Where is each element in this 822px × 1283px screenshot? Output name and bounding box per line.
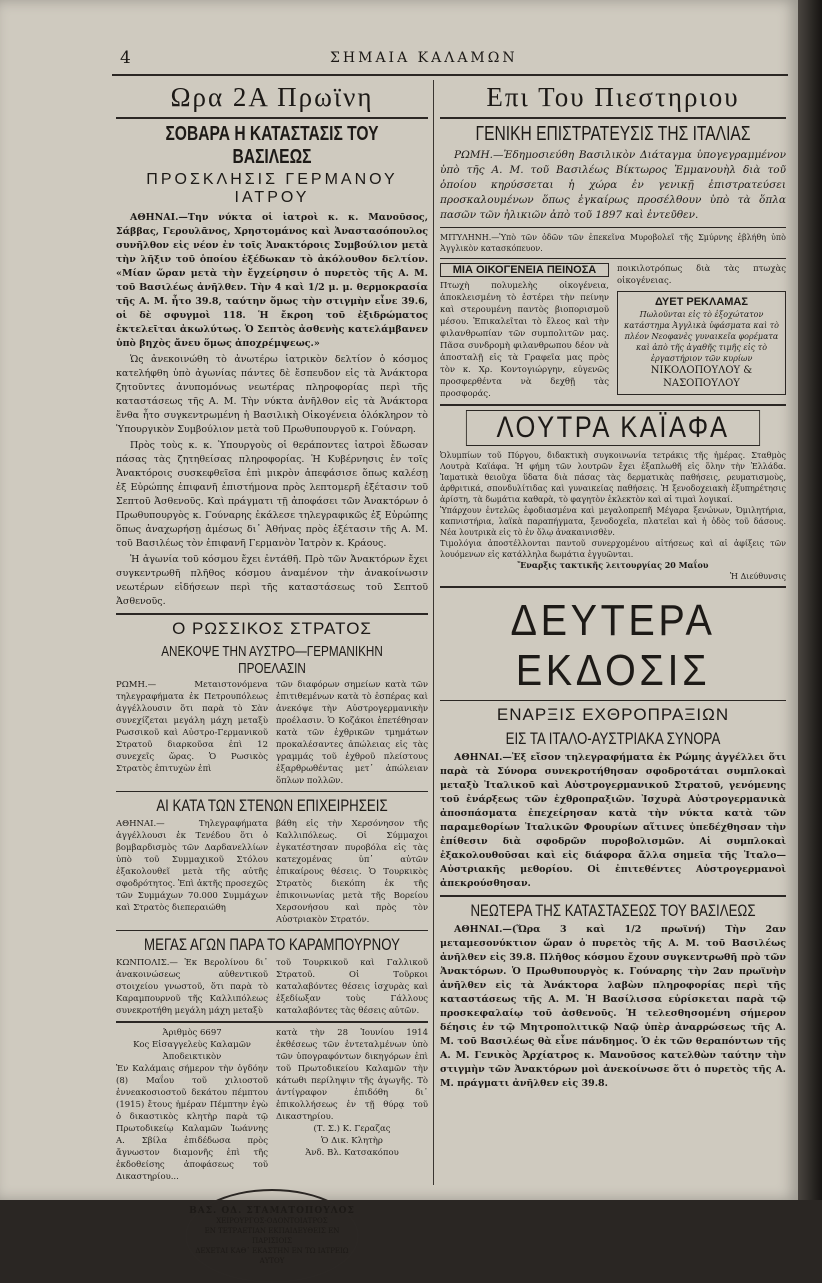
article2-col-b: τῶν διαφόρων σημείων κατὰ τῶν ἐπιτιθεμένων κατὰ τὸ ἑσπέρας καὶ ἀνεκόψε τὴν Αὐστρογερμανικὴν προέλασιν. Ὁ Κοζάκοι ἐπετέθησαν κατὰ τῶν ἐχθρικῶν τμημάτων προκαλέσαντες ἀπώλειας εἰς τὰς γραμμάς τοῦ ἐχθροῦ πλείστους ἐξαρθρωθέντας μετ᾽ ἀπώλειαν ὅπλων πολλῶν. [276, 680, 428, 786]
article4-col-a: ΚΩΝΠΟΛΙΣ.— Ἐκ Βερολίνου δι᾽ ἀνακοινώσεως αὐθεντικοῦ στοιχείου γνωστοῦ, ὅτι παρὰ τὸ Καραμπουρνοῦ τῆς Καλλιπόλεως συνεκροτήθη μεγάλη μάχη μεταξὺ [116, 958, 268, 1016]
family-and-ad [440, 263, 786, 400]
article3-col-b: βάθη εἰς τὴν Χερσόνησον τῆς Καλλιπόλεως. Οἱ Σύμμαχοι ἐγκατέστησαν πυροβόλα εἰς τὰς κατεχομένας ὑπ᾽ αὐτῶν ἐπικαίρους θέσεις. Ὁ Τουρκικὸς Στρατὸς διεκόπη ἐκ τῆς ἐπικοινωνίας μετὰ τῆς Βορείου Χερσονήσου καὶ πρὸς τὸν Αὐστριακὸν Στρατόν. [276, 819, 428, 925]
divider [440, 227, 786, 228]
ad-body: Πωλοῦνται εἰς τὸ ἐξοχώτατον κατάστημα Ἀγγλικὰ ὑφάσματα καὶ τὸ πλέον Νεοφανὲς γυναικεῖα φορέματα καὶ ἀπὸ τῆς ἀγαθῆς τιμῆς εἰς τὸ ἐργαστήριον τῶν κυρίων [624, 310, 779, 363]
divider [116, 613, 428, 615]
article1-subhead: ΠΡΟΣΚΛΗΣΙΣ ΓΕΡΜΑΝΟΥ ΙΑΤΡΟΥ [146, 171, 398, 206]
header-rule [112, 74, 788, 76]
king-update-headline: ΝΕΩΤΕΡΑ ΤΗΣ ΚΑΤΑΣΤΑΣΕΩΣ ΤΟΥ ΒΑΣΙΛΕΩΣ [470, 901, 756, 920]
article1-para: Πρὸς τοὺς κ. κ. Ὑπουργοὺς οἱ θεράποντες ἰατροὶ ἔδωσαν πάσας τὰς ζητηθείσας πληροφορίας. Ἡ Κυβέρνησις ἐν τοῖς Ἀνακτόροις συσκεφθεῖσα ἐπὶ μικρὸν ἀπεφάσισε ὅπως καλέσῃ ἐξ Εὐρώπης ἐπιφανῆ ἐπιστήμονα πρὸς λεπτομερῆ ἐξέτασιν τοῦ Σεπτοῦ Ἀσθενοῦς. Καὶ πράγματι τῇ ἀποφάσει τῶν Ἀνακτόρων ὁ Πρωθυπουργὸς κ. Γούναρης ἐκάλεσε τηλεγραφικῶς ἐξ Εὐρώπης ὅπως ἀναχωρήσῃ ἀμέσως δι᾽ Ἀθήνας πρὸς ἐξέτασιν τῆς Α. Μ. τοῦ Βασιλέως τὸν ἐπιφανῆ Γερμανὸν Ἰατρὸν κ. Κράους. [116, 440, 428, 549]
divider [440, 586, 786, 588]
notice-kind: Ἀποδεικτικὸν [162, 1052, 222, 1062]
stamp-line: ΔΕΧΕΤΑΙ ΚΑΘ᾽ ΕΚΑΣΤΗΝ ΕΝ ΤΩ ΙΑΤΡΕΙΩ ΑΥΤΟΥ [195, 1247, 349, 1265]
divider [116, 791, 428, 792]
page-number: 4 [120, 48, 131, 68]
right-column [440, 80, 786, 1093]
divider [116, 930, 428, 931]
mitylene-brief: ΜΙΤΥΛΗΝΗ.—Ὑπὸ τῶν ὁδῶν τῶν ἐπεκεῖνα Μυροβολεῖ τῆς Σμύρνης ἐβλήθη ὑπὸ Ἀγγλικὸν κατασκόπευον. [440, 233, 786, 253]
divider [116, 117, 428, 119]
article4-headline: ΜΕΓΑΣ ΑΓΩΝ ΠΑΡΑ ΤΟ ΚΑΡΑΜΠΟΥΡΝΟΥ [144, 935, 400, 954]
stamp-line: ΧΕΙΡΟΥΡΓΟΣ-ΟΔΟΝΤΟΙΑΤΡΟΣ [216, 1217, 328, 1225]
stamp-line: ΕΝ ΤΕΤΡΑΕΤΙΑΝ ΕΚΠΑΙΔΕΥΘΕΙΣ ΕΝ ΠΑΡΙΣΙΟΙΣ [204, 1227, 340, 1245]
article3-body [116, 818, 428, 926]
italy-body [440, 148, 786, 223]
family-article [440, 263, 609, 400]
loutra-opening: Ἔναρξις τακτικῆς λειτουργίας 20 Μαΐου [517, 560, 709, 570]
dentist-stamp [185, 1189, 359, 1283]
notice-number: Ἀριθμὸς 6697 [162, 1028, 222, 1038]
divider [440, 700, 786, 701]
notice-body-2: κατὰ τὴν 28 Ἰουνίου 1914 ἐκθέσεως τῶν ἐντεταλμένων ὑπὸ τῶν ὑπογραφόντων δικηγόρων ἐπὶ τοῦ Πρωτοδικείου Καλαμῶν τὴν κάτωθι περίληψιν τῆς ἀγωγῆς. Τὸ ἀντίγραφον ἐπιδόθη δι᾽ ἐπικολλήσεως ἐν τῇ θύρᾳ τοῦ Δικαστηρίου. [276, 1028, 428, 1122]
divider [440, 404, 786, 406]
loutra-body [440, 450, 786, 582]
loutra-management: Ἡ Διεύθυνσις [729, 572, 786, 581]
court-notice [116, 1027, 428, 1183]
article1-headline: ΣΟΒΑΡΑ Η ΚΑΤΑΣΤΑΣΙΣ ΤΟΥ ΒΑΣΙΛΕΩΣ [165, 123, 379, 168]
stamp-name: ΒΑΣ. ΟΔ. ΣΤΑΜΑΤΟΠΟΥΛΟΣ [189, 1206, 355, 1216]
family-headline: ΜΙΑ ΟΙΚΟΓΕΝΕΙΑ ΠΕΙΝΟΣΑ [440, 263, 609, 277]
divider [116, 1021, 428, 1023]
divider [440, 895, 786, 897]
loutra-headline: ΛΟΥΤΡΑ ΚΑΪΑΦΑ [466, 410, 760, 446]
article4-body [116, 957, 428, 1017]
king-update-para: ΑΘΗΝΑΙ.—(Ὥρα 3 καὶ 1/2 πρωϊνή) Τὴν 2αν μεταμεσονύκτιον ὥραν ὁ πυρετὸς τῆς Α. Μ. τοῦ Βασιλέως ἀνῆλθεν εἰς 39.8. Πλῆθος κόσμου ἔχουν συγκεντρωθῆ πρὸ τῶν Ἀνακτόρων. Ὁ Πρωθυπουργὸς κ. Γούναρης τὴν 2αν πρωϊνὴν ἀνῆλθεν εἰς τὰ Ἀνάκτορα λαβὼν πληροφορίας περὶ τῆς καταστάσεως τῆς Α. Μ. Ἡ Βασίλισσα εὑρίσκεται παρὰ τῷ προσκεφαλαίῳ τοῦ ἀσθενοῦς. Ἡ τελεσθησομένη σήμερον δέησις ἐν τῷ Μητροπολιτικῷ Ναῷ ὑπὲρ ἀναρρώσεως τῆς Α. Μ. τοῦ Βασιλέως θὰ εἶνε πάνδημος. Ὁ ἐκ τῶν θεραπόντων τῆς Α. Μ. Γενικὸς Ἀρχίατρος κ. Μανοῦσος κατελθὼν ταύτην τὴν στιγμὴν τῶν Ἀνακτόρων μοὶ ἀνεκοίνωσε ὅτι ὁ πυρετὸς τῆς Α. Μ. πράγματι ἀνῆλθεν εἰς 39.8. [440, 924, 786, 1089]
notice-signature: (Τ. Σ.) Κ. Γεραζας [313, 1124, 391, 1134]
notice-signature: Ἀνδ. Βλ. Κατσακόπου [305, 1148, 399, 1158]
page-header [0, 44, 798, 74]
notice-body: Ἐν Καλάμαις σήμερον τὴν ὀγδόην (8) Μαΐου τοῦ χιλιοστοῦ ἐννεακοσιοστοῦ δεκάτου πέμπτου (1915) ἔτους ἡμέραν Πέμπτην ἐγὼ ὁ δικαστικὸς κλητὴρ παρὰ τῷ Πρωτοδικείῳ Καλαμῶν Ἰωάννης Α. Σβίλα ἐπιδέδωσα πρὸς ἄγνωστον διαμονῆς ἐπὶ τῆς ἐκδοθείσης ἀποφάσεως τοῦ Δικαστηρίου... [116, 1064, 268, 1182]
article1-para: ΑΘΗΝΑΙ.—Την νύκτα οἱ ἰατροὶ κ. κ. Μανοῦσος, Σάββας, Γερουλᾶνος, Χρηστομάνος καὶ Ἀναστασόπουλος συνῆλθον εἰς νέον ἐν τοῖς Ἀνακτόροις Συμβούλιον μετὰ τὴν λῆξιν τοῦ ὁποίου ἐξέδωκαν τὸ ἀκόλουθον δελτίον. «Μίαν ὥραν μετὰ τὴν ἔγχείρησιν ὁ πυρετὸς τῆς Α. Μ. τοῦ Βασιλέως ἀνῆλθεν. Τὴν 4 καὶ 1/2 μ. μ. θερμοκρασία τῆς Α. Μ. ἦτο 39.8, ταύτην ὅμως τὴν στιγμὴν εἶνε 39.6, οἱ δὲ σφυγμοὶ 118. Ἡ ἔκροη τοῦ ἐξιδρώματος ἐκτελεῖται ἀκωλύτως. Ὁ Σεπτὸς ἀσθενὴς κατελάμβανεν ὑπὸ βηχὸς ἄνευ ὅμως ἀποχρέμψεως.» [116, 212, 428, 349]
divider [440, 117, 786, 119]
notice-col-a [116, 1027, 268, 1183]
article2-subhead: ΑΝΕΚΟΨΕ ΤΗΝ ΑΥΣΤΡΟ—ΓΕΡΜΑΝΙΚΗΝ ΠΡΟΕΛΑΣΙΝ [161, 643, 383, 677]
masthead: ΣΗΜΑΙΑ ΚΑΛΑΜΩΝ [330, 50, 518, 66]
family-body: Πτωχὴ πολυμελὴς οἰκογένεια, ἀποκλεισμένη τὸ ἐστέρει τὴν πείνην καὶ στερουμένη παντὸς βιοπορισμοῦ μέσου. Ἐπικαλεῖται τὸ ἔλεος καὶ τὴν φιλανθρωπίαν τῶν συμπολιτῶν μας. Πᾶσα συνδρομὴ φιλανθρωπου δέον νὰ ἀποσταλῇ εἰς τὰ Γραφεῖα μας πρὸς τὸν κ. Χρ. Κοντογιώργην, εὐγενῶς προσφερθέντα νὰ δεχθῇ τὰς προσφοράς. [440, 281, 609, 399]
loutra-para: Ὀλυμπίων τοῦ Πύργου, διδακτικὴ συγκοινωνία τετράκις τῆς ἡμέρας. Σταθμὸς Λουτρὰ Καϊάφα. Ἡ φήμη τῶν λουτρῶν ἔχει ἐξαπλωθῆ εἰς ὅλην τὴν Ἑλλάδα. Ἰαματικὰ θειοῦχα ὕδατα διὰ πάσας τὰς δερματικὰς παθήσεις, ρευματισμοὺς, ἀρθριτικά, σπονδυλίτιδας καὶ γυναικείας παθήσεις. Ἡ ξενοδοχειακὴ ἐξυπηρέτησις ἀρίστη, τὰ δωμάτια καθαρὰ, τὸ φαγητὸν ἐκλεκτὸν καὶ αἱ τιμαὶ λογικαί. [440, 451, 786, 504]
ad-title: ΔΥΕΤ ΡΕΚΛΑΜΑΣ [655, 296, 748, 308]
hostilities-body [440, 751, 786, 891]
article4-col-b: τοῦ Τουρκικοῦ καὶ Γαλλικοῦ Στρατοῦ. Οἱ Τοῦρκοι καταλαβόντες θέσεις ἰσχυρὰς καὶ ἐξεδίωξαν τοὺς Γάλλους καταλαβόντες τὰς θέσεις αὐτῶν. [276, 958, 428, 1016]
notice-signature: Ὁ Δικ. Κλητὴρ [321, 1136, 383, 1146]
hostilities-subhead: ΕΙΣ ΤΑ ΙΤΑΛΟ-ΑΥΣΤΡΙΑΚΑ ΣΥΝΟΡΑ [505, 729, 721, 748]
right-section-title: Επι Του Πιεστηριου [486, 82, 740, 112]
left-section-title: Ωρα 2Α Πρωϊνη [170, 82, 374, 112]
notice-addressee: Κος Εἰσαγγελεὺς Καλαμῶν [133, 1040, 251, 1050]
binding-edge [798, 0, 822, 1200]
italy-para: ΡΩΜΗ.—Ἐδημοσιεύθη Βασιλικὸν Διάταγμα ὑπογεγραμμένον ὑπὸ τῆς Α. Μ. τοῦ Βασιλέως Βίκτωρος Ἐμμανουὴλ διὰ τοῦ ὁποίου κηρύσσεται ἡ χώρα ἐν γενικῇ ἐπιστρατεύσει προσκαλουμένων ὅπως ἐγκαίρως προσέλθουν ὑπὸ τὰ ὅπλα πασῶν τῶν ἡλικιῶν ἀπὸ τοῦ 1897 καὶ ἐντεῦθεν. [440, 149, 786, 221]
article1-para: Ἡ ἀγωνία τοῦ κόσμου ἔχει ἐντάθῆ. Πρὸ τῶν Ἀνακτόρων ἔχει συγκεντρωθῆ πλῆθος κόσμου ἀναμένον τὴν ἀνακοίνωσιν νεωτέρων εἰδήσεων περὶ τῆς καταστάσεως τοῦ Σεπτοῦ Ἀσθενοῦς. [116, 554, 428, 607]
left-column [116, 80, 428, 1283]
hostilities-headline: ΕΝΑΡΞΙΣ ΕΧΘΡΟΠΡΑΞΙΩΝ [496, 705, 730, 724]
divider [440, 258, 786, 259]
article3-col-a: ΑΘΗΝΑΙ.— Τηλεγραφήματα ἀγγέλλουσι ἐκ Τενέδου ὅτι ὁ βομβαρδισμὸς τῶν Δαρδανελλίων ὑπὸ τοῦ Συμμαχικοῦ Στόλου ἐξακολουθεῖ μετὰ τῆς αὐτῆς σφοδρότητος. Ἐπὶ ἀκτῆς προσεχῶς τῶν Συμμάχων 70.000 Συμμάχων καὶ Στρατὸς διεπεραιώθη [116, 819, 268, 913]
notice-col-b [276, 1027, 428, 1183]
king-update-body [440, 923, 786, 1091]
loutra-para: Τιμολόγια ἀποστέλλονται παντοῦ συνερχομένου αἰτήσεως καὶ αἱ ἀφίξεις τῶν λουόμενων εἰς κατάλληλα δωμάτια ἐγγυῶνται. [440, 539, 786, 559]
article2-body [116, 679, 428, 787]
italy-headline: ΓΕΝΙΚΗ ΕΠΙΣΤΡΑΤΕΥΣΙΣ ΤΗΣ ΙΤΑΛΙΑΣ [475, 123, 751, 145]
hostilities-para: ΑΘΗΝΑΙ.—Ἐξ εἴσον τηλεγραφήματα ἐκ Ρώμης ἀγγέλλει ὅτι παρὰ τὰ Σύνορα συνεκροτήθησαν σφοδροτάται συμπλοκαὶ μεταξὺ Ἰταλικοῦ καὶ Αὐστρογερμανικοῦ Στρατοῦ, γενόμενης τοῦ ἐνάρξεως τῶν ἐχθροπραξιῶν. Ἰσχυρὰ Αὐστρογερμανικὰ ἀποσπάσματα ἐπεχείρησαν κατὰ τὴν νύκτα κατὰ τῶν παραμεθορίων Ἰταλικῶν Φρουρίων αἵτινες ὑπεδέχθησαν τὴν ἐπίθεσιν διὰ σφοδρῶν πυροβολισμῶν. Αἱ συμπλοκαὶ ἐξακολουθοῦσαι καὶ εἰς διάφορα ἄλλα σημεῖα τῆς Ἰταλο—Αὐστριακῆς μεθορίου. Οἱ ἐπιτεθέντες Αὐστρογερμανοὶ ἀπεκρούσθησαν. [440, 752, 786, 889]
article3-headline: ΑΙ ΚΑΤΑ ΤΩΝ ΣΤΕΝΩΝ ΕΠΙΧΕΙΡΗΣΕΙΣ [156, 796, 388, 815]
second-edition-title: ΔΕΥΤΕΡΑ ΕΚΔΟΣΙΣ [510, 596, 716, 695]
article1-para: Ὡς ἀνεκοινώθη τὸ ἀνωτέρω ἰατρικὸν δελτίον ὁ κόσμος κατελήφθη ὑπὸ ἀγωνίας πάντες δὲ ἔσπευδον εἰς τὰ Ἀνάκτορα ζητοῦντες ἀνυπομόνως νεωτέρας πληροφορίας περὶ τῆς καταστάσεως τῆς Α. Μ. Τὴν νύκτα ἀνῆλθον εἰς τὰ Ἀνάκτορα ἔνθα ἦτο συγκεντρωμένη ἡ Βασιλικὴ Οἰκογένεια ὁλόκληρον τὸ Ὑπουργικὸν Συμβούλιον μετὰ τοῦ Πρωθυπουργοῦ κ. Γούναρη. [116, 354, 428, 435]
article1-body [116, 211, 428, 609]
ad-names: ΝΙΚΟΛΟΠΟΥΛΟΥ & ΝΑΣΟΠΟΥΛΟΥ [650, 365, 753, 389]
ad-lead: ποικιλοτρόπως διὰ τὰς πτωχὰς οἰκογένειας. [617, 264, 786, 286]
article2-col-a: ΡΩΜΗ.— Μεταιστονόμενα τηλεγραφήματα ἐκ Πετρουπόλεως ἀγγέλλουσιν ὅτι παρὰ τὸ Σὰν συνεχίζεται μεγάλη μάχη μεταξὺ Ρωσσικοῦ καὶ Αὐστρο-Γερμανικοῦ Στρατοῦ διαρκοῦσα ἐπὶ 12 συνεχεῖς ὥρας. Ὁ Ρωσικὸς Στρατὸς ἐπιτυχὼν ἐπὶ [116, 680, 268, 774]
shop-advert [617, 291, 786, 395]
column-divider [433, 80, 434, 1185]
loutra-para: Ὑπάρχουν ἐντελῶς ἐφοδιασμένα καὶ μεγαλοπρεπῆ Μέγαρα ξενώνων, Ὀμιλητήρια, καπνιστήρια, λαϊκὰ παραπήγματα, ξενοδοχεῖα, πλατεῖαι καὶ ἡ ὁδὸς τοῦ δάσους. Νέα λουτρικὰ εἰς τὸ ἐν ὅλῳ ἀνακαινισθὲν. [440, 506, 786, 537]
article2-headline: Ο ΡΩΣΣΙΚΟΣ ΣΤΡΑΤΟΣ [172, 619, 372, 638]
ad-column [617, 263, 786, 400]
